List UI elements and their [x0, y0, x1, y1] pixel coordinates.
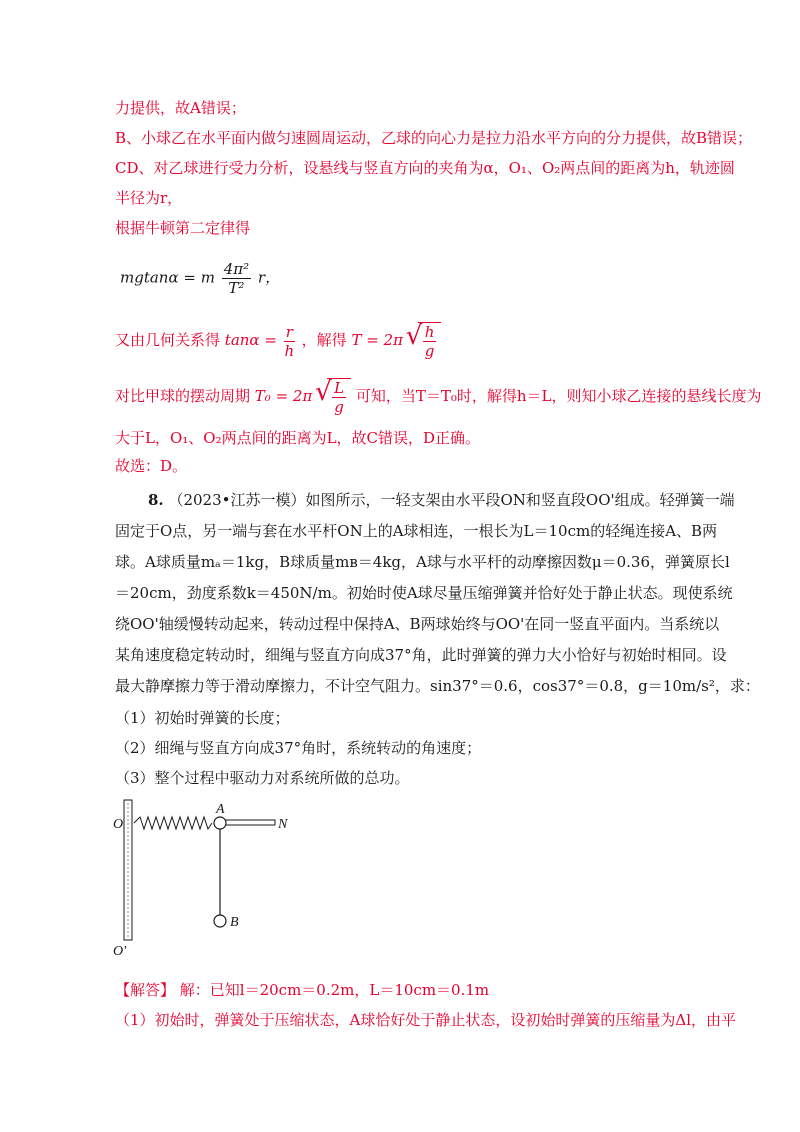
problem-line-5: 绕OO'轴缓慢转动起来，转动过程中保持A、B两球始终与OO'在同一竖直平面内。当系统以 — [115, 615, 720, 633]
label-a: A — [216, 802, 225, 817]
horizontal-rod — [220, 820, 275, 825]
solution-line-2: B、小球乙在水平面内做匀速圆周运动，乙球的向心力是拉力沿水平方向的分力提供，故B错误； — [115, 129, 753, 147]
equation-newton — [120, 260, 720, 304]
answer-line-1 — [115, 980, 715, 1000]
eq3-sqrt — [408, 322, 442, 360]
eq4-numerator: √ L — [334, 379, 345, 397]
question-2: （2）细绳与竖直方向成37°角时，系统转动的角速度； — [115, 739, 482, 757]
solution-line-4: 半径为r， — [115, 189, 183, 207]
problem-line-6: 某角速度稳定转动时，细绳与竖直方向成37°角，此时弹簧的弹力大小恰好与初始时相同。设 — [115, 646, 727, 664]
solution-line-7 — [115, 378, 762, 422]
line6-mid: ，解得 — [301, 331, 347, 349]
label-o-prime: O' — [113, 944, 127, 959]
problem-line-3: 球。A球质量mₐ＝1kg，B球质量mʙ＝4kg，A球与水平杆的动摩擦因数μ＝0.36，弹簧原长l — [115, 553, 730, 571]
question-1: （1）初始时弹簧的长度； — [115, 709, 290, 727]
solution-line-1: 力提供，故A错误； — [115, 99, 246, 117]
solution-line-9: 故选：D。 — [115, 457, 188, 475]
eq2-left: tanα = — [224, 331, 277, 349]
problem-number: 8. — [148, 491, 164, 509]
eq1-denominator: T² — [228, 279, 245, 297]
eq1-left: mgtanα = m — [120, 268, 215, 287]
eq4: T₀ = 2π — [254, 387, 313, 405]
line7-suffix: 可知，当T＝T₀时，解得h＝L，则知小球乙连接的悬线长度为 — [355, 387, 762, 405]
eq4-sqrt — [317, 378, 351, 416]
answer-tag: 【解答】 — [115, 981, 176, 999]
eq2-fraction — [284, 323, 295, 360]
problem-line-2: 固定于O点，另一端与套在水平杆ON上的A球相连，一根长为L＝10cm的轻绳连接A、B两 — [115, 522, 718, 540]
solution-line-8: 大于L，O₁、O₂两点间的距离为L，故C错误，D正确。 — [115, 429, 481, 447]
problem-line-7: 最大静摩擦力等于滑动摩擦力，不计空气阻力。sin37°＝0.6，cos37°＝0.8，g＝10m/s²，求： — [115, 677, 760, 695]
ball-b — [214, 915, 226, 927]
solution-line-5: 根据牛顿第二定律得 — [115, 219, 251, 237]
label-o: O — [113, 817, 124, 832]
eq1-right: r， — [257, 268, 281, 287]
eq3: T = 2π — [351, 331, 403, 349]
answer-line-2: （1）初始时，弹簧处于压缩状态，A球恰好处于静止状态，设初始时弹簧的压缩量为Δl，由平 — [115, 1011, 737, 1029]
problem-line-4: ＝20cm，劲度系数k＝450N/m。初始时使A球尽量压缩弹簧并恰好处于静止状态。现使系统 — [115, 584, 733, 602]
eq3-numerator: √ h — [424, 323, 435, 341]
spring-rod-diagram — [110, 795, 310, 970]
eq4-denominator: g — [334, 398, 344, 416]
problem-line-1 — [148, 490, 748, 510]
answer-text-1: 解：已知l＝20cm＝0.2m，L＝10cm＝0.1m — [179, 981, 490, 999]
ball-a — [214, 817, 226, 829]
label-b: B — [230, 915, 239, 930]
label-n: N — [278, 817, 288, 832]
eq1-numerator: 4π² — [223, 260, 250, 278]
question-3: （3）整个过程中驱动力对系统所做的总功。 — [115, 769, 410, 787]
line6-prefix: 又由几何关系得 — [115, 331, 221, 349]
solution-line-6 — [115, 322, 715, 366]
eq2-denominator: h — [284, 341, 295, 360]
solution-line-3: CD、对乙球进行受力分析，设悬线与竖直方向的夹角为α，O₁、O₂两点间的距离为h，轨迹圆 — [115, 159, 735, 177]
eq2-numerator: r — [285, 322, 293, 341]
eq3-denominator: g — [424, 342, 435, 360]
line7-prefix: 对比甲球的摆动周期 — [115, 387, 251, 405]
problem-text-1: （2023•江苏一模）如图所示，一轻支架由水平段ON和竖直段OO'组成。轻弹簧一端 — [168, 491, 735, 509]
eq1-fraction — [222, 260, 251, 297]
spring — [134, 817, 212, 829]
